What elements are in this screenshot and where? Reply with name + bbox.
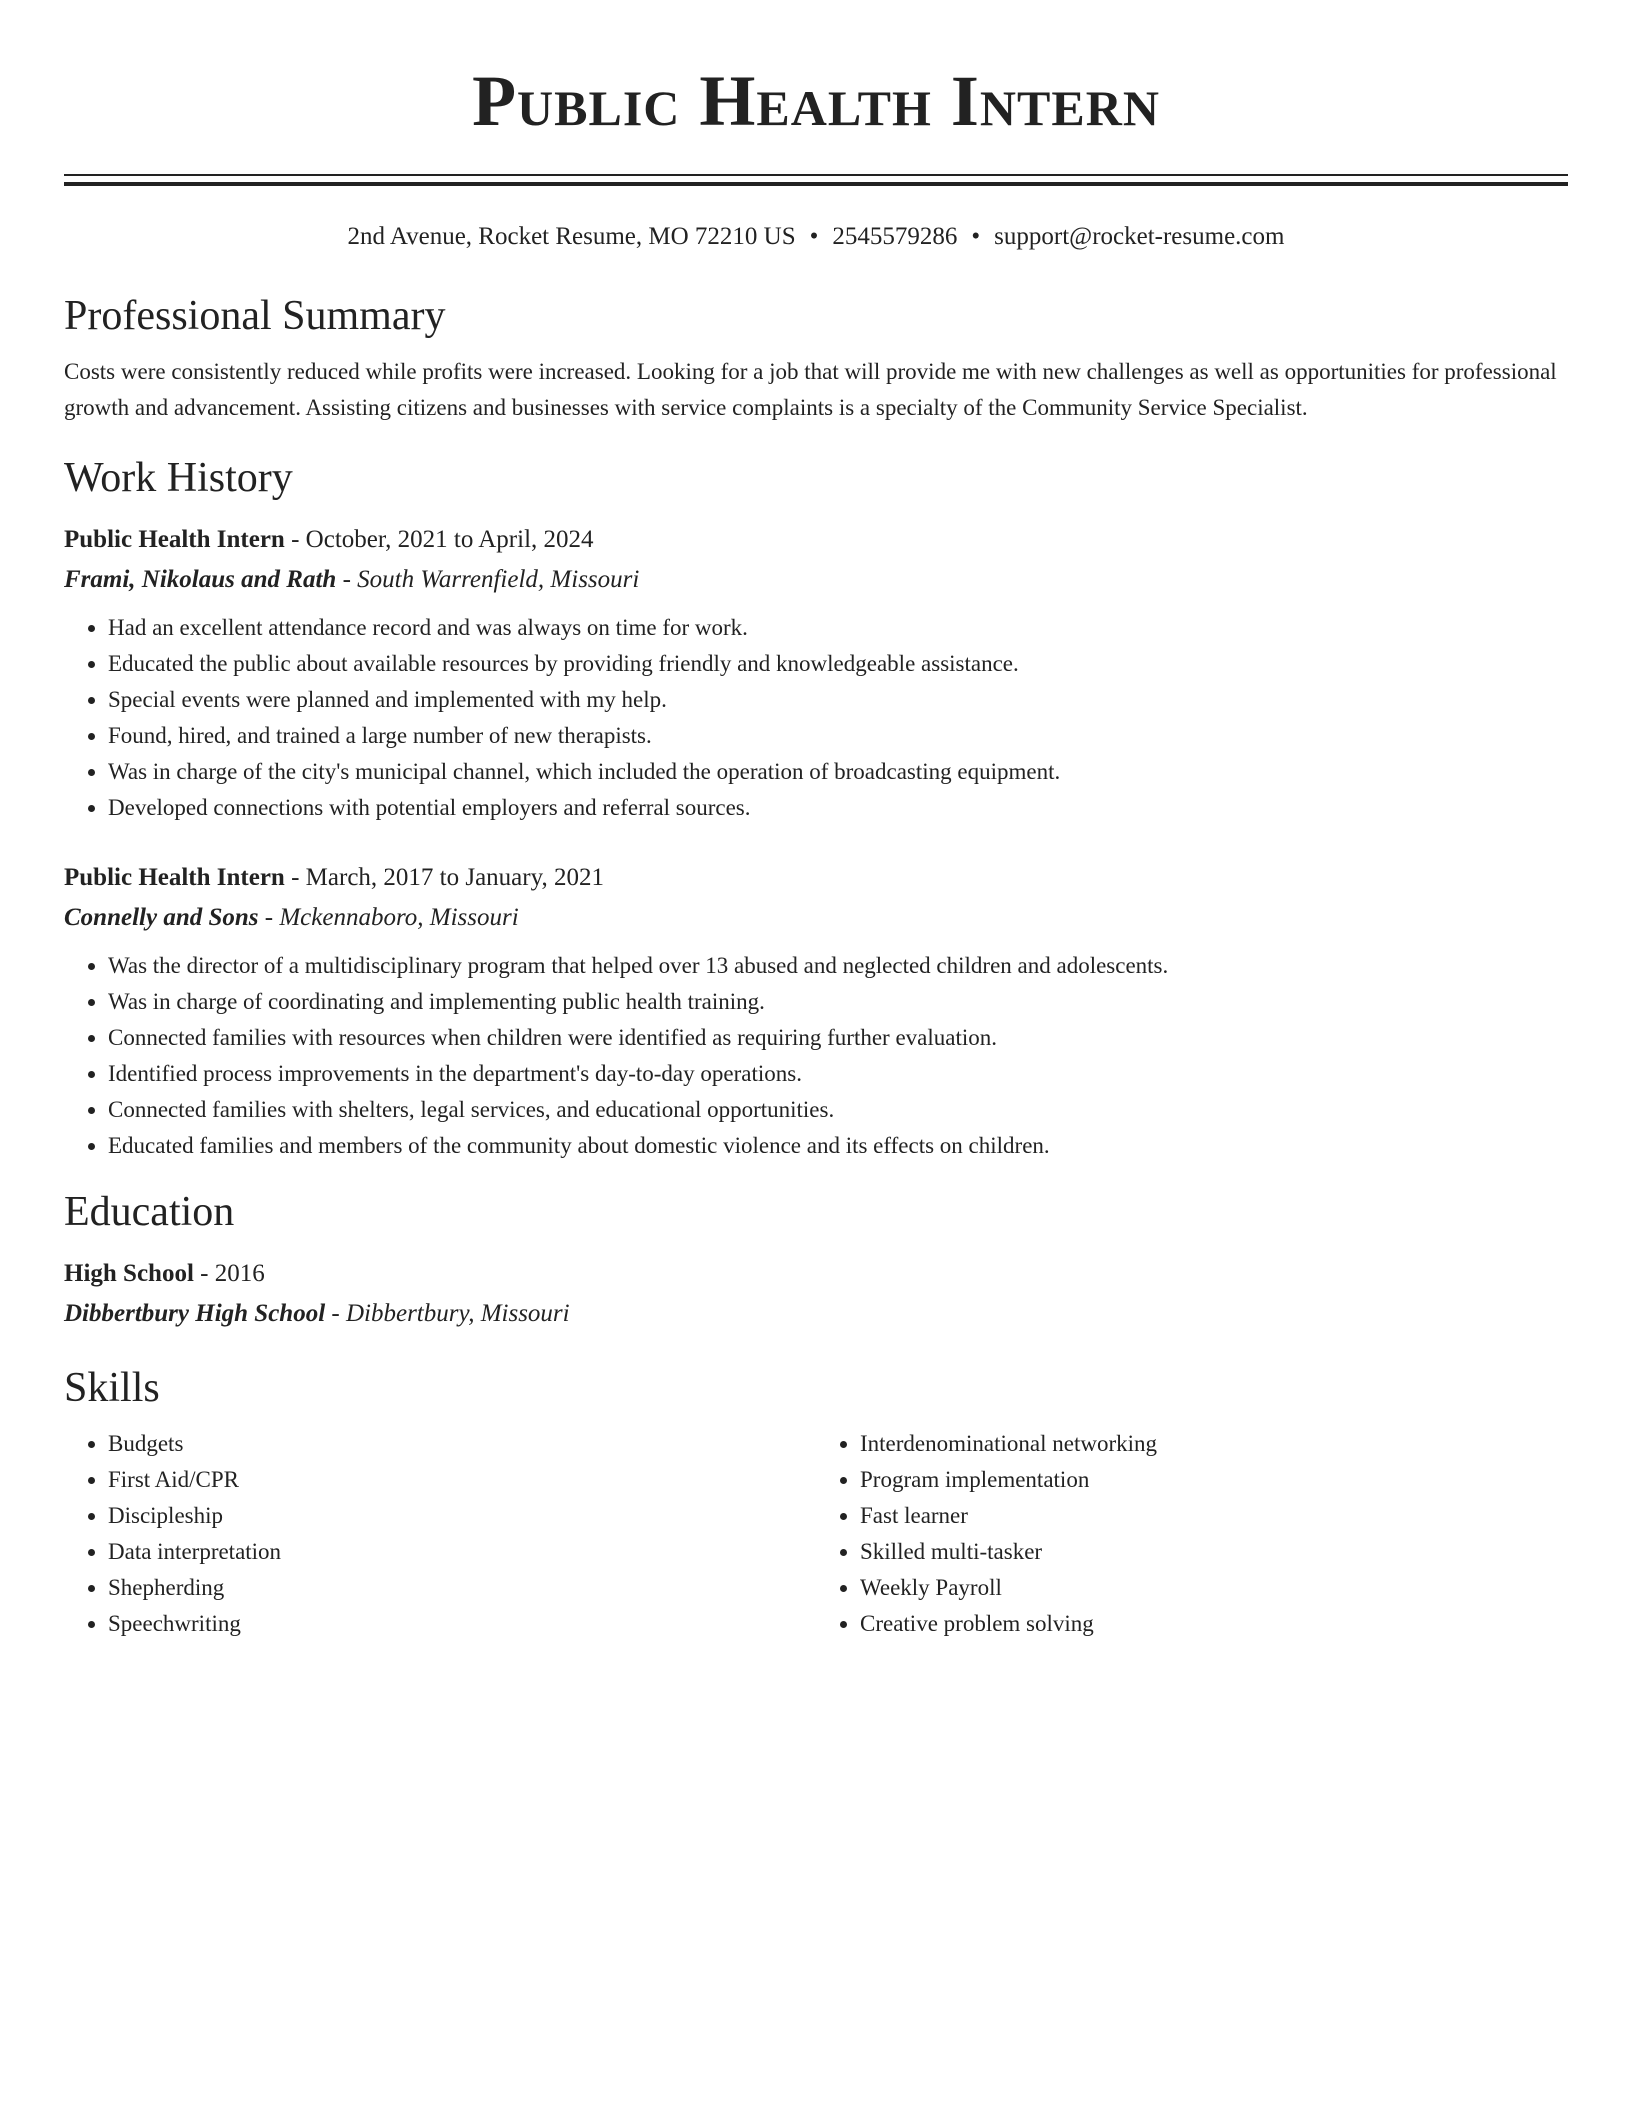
list-item: • Educated families and members of the community about domestic violence and its effects on children. (108, 1128, 1568, 1164)
skill-item: • Fast learner (860, 1498, 1568, 1534)
skill-item: • Budgets (108, 1426, 816, 1462)
education-school: Dibbertbury High School (64, 1300, 326, 1327)
resume-name: Public Health Intern (472, 61, 1160, 141)
skills-list (64, 1426, 816, 1642)
education-degree: High School (64, 1260, 194, 1287)
list-item: • Found, hired, and trained a large number of new therapists. (108, 718, 1568, 754)
list-item: • Educated the public about available resources by providing friendly and knowledgeable assistance. (108, 646, 1568, 682)
work-history-heading: Work History (64, 455, 293, 501)
skills-list (816, 1426, 1568, 1642)
job-dates: - March, 2017 to January, 2021 (284, 864, 604, 891)
skills-heading: Skills (64, 1365, 160, 1411)
job-location: - Mckennaboro, Missouri (258, 904, 519, 931)
list-item: • Was in charge of the city's municipal channel, which included the operation of broadcasting equipment. (108, 754, 1568, 790)
list-item: • Had an excellent attendance record and was always on time for work. (108, 610, 1568, 646)
skill-item: • Program implementation (860, 1462, 1568, 1498)
contact-email: support@rocket-resume.com (994, 223, 1285, 250)
list-item: • Developed connections with potential employers and referral sources. (108, 790, 1568, 826)
job-position: Public Health Intern (64, 864, 285, 891)
list-item: • Connected families with shelters, legal services, and educational opportunities. (108, 1092, 1568, 1128)
education-location: - Dibbertbury, Missouri (325, 1300, 570, 1327)
job-employer-line (64, 900, 1568, 936)
skill-item: • First Aid/CPR (108, 1462, 816, 1498)
skill-item: • Discipleship (108, 1498, 816, 1534)
skill-item: • Skilled multi-tasker (860, 1534, 1568, 1570)
skill-item: • Creative problem solving (860, 1606, 1568, 1642)
skill-item: • Interdenominational networking (860, 1426, 1568, 1462)
skill-item: • Speechwriting (108, 1606, 816, 1642)
contact-phone: 2545579286 (832, 223, 958, 250)
job-position: Public Health Intern (64, 526, 285, 553)
job-bullets (64, 610, 1568, 826)
job-employer: Frami, Nikolaus and Rath (64, 566, 337, 593)
skills-grid (64, 1426, 1568, 1642)
job-employer-line (64, 562, 1568, 598)
summary-heading: Professional Summary (64, 293, 446, 339)
list-item: • Was the director of a multidisciplinary program that helped over 13 abused and neglected children and adolescents. (108, 948, 1568, 984)
contact-separator: • (809, 223, 819, 250)
contact-address: 2nd Avenue, Rocket Resume, MO 72210 US (347, 223, 796, 250)
job-employer: Connelly and Sons (64, 904, 259, 931)
summary-text: Costs were consistently reduced while profits were increased. Looking for a job that will provide me with new challenges as well as opportunities for professional growth and advancement. Assisting citizens and businesses with service complaints is a specialty of the Community Service Specialist. (64, 359, 1557, 420)
education-school-line (64, 1296, 1568, 1332)
skill-item: • Shepherding (108, 1570, 816, 1606)
education-year: - 2016 (193, 1260, 265, 1287)
header-double-rule (64, 174, 1568, 186)
job-location: - South Warrenfield, Missouri (336, 566, 640, 593)
skills-column-left (64, 1426, 816, 1642)
job-dates: - October, 2021 to April, 2024 (284, 526, 594, 553)
list-item: • Connected families with resources when children were identified as requiring further evaluation. (108, 1020, 1568, 1056)
contact-line (64, 220, 1568, 254)
education-entry (64, 1256, 1568, 1332)
skill-item: • Weekly Payroll (860, 1570, 1568, 1606)
list-item: • Was in charge of coordinating and implementing public health training. (108, 984, 1568, 1020)
skills-column-right (816, 1426, 1568, 1642)
job-bullets (64, 948, 1568, 1164)
job-entry (64, 860, 1568, 1164)
list-item: • Special events were planned and implemented with my help. (108, 682, 1568, 718)
education-degree-line (64, 1256, 1568, 1292)
list-item: • Identified process improvements in the department's day-to-day operations. (108, 1056, 1568, 1092)
education-heading: Education (64, 1189, 235, 1235)
contact-separator: • (971, 223, 981, 250)
job-entry (64, 522, 1568, 826)
job-title-line (64, 860, 1568, 896)
job-title-line (64, 522, 1568, 558)
skill-item: • Data interpretation (108, 1534, 816, 1570)
